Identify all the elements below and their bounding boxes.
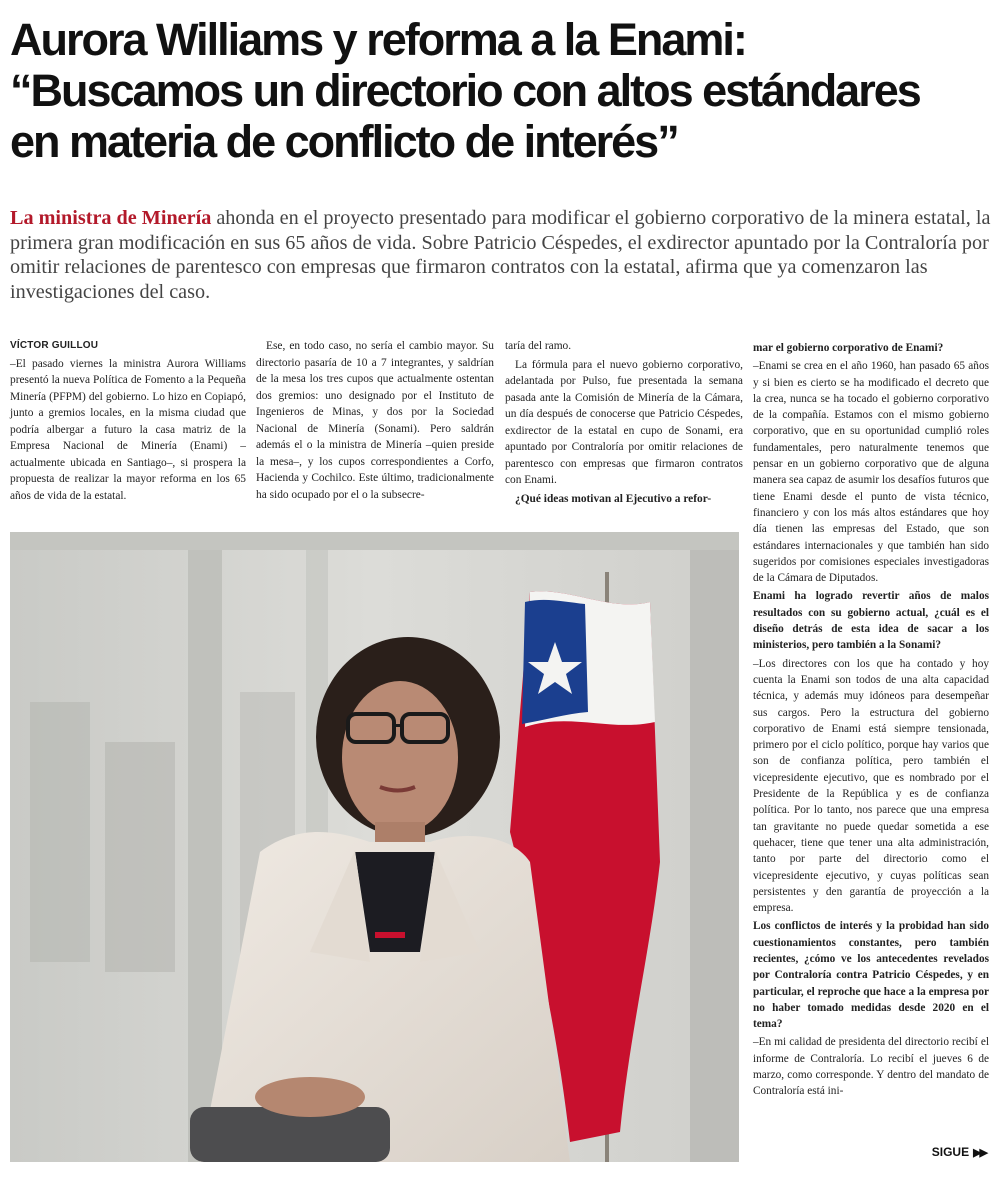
continue-text: SIGUE [931,1145,970,1159]
body-paragraph: Ese, en todo caso, no sería el cambio mayor. Su directorio pasaría de 10 a 7 integrantes, y saldrían de la mesa los tres cupos que actualmente ostentan dos gremios: uno designado por el Instituto de Ingenieros de Minas, y dos por la Sociedad Nacional de Minería (Sonami). Pero saldrán además el o la ministra de Minería –quien preside la mesa–, y los cupos correspondientes a Corfo, Hacienda y Cochilco. Este último, tradicionalmente ha sido ocupado por el o la subsecre- [256,340,494,501]
body-paragraph: La fórmula para el nuevo gobierno corporativo, adelantada por Pulso, fue presentada la semana pasada ante la Comisión de Minería de la Cámara, un día después de conocerse que Patricio Céspedes, exdirector de la estatal en cupo de Sonami, era apuntado por Contraloría por omitir relaciones de parentesco con empresas que firmaron contratos con Enami. [505,358,743,486]
byline: VÍCTOR GUILLOU [10,340,99,351]
article-column-4 [753,340,989,1102]
interview-answer: –Los directores con los que ha contado y hoy cuenta la Enami son todos de una alta capacidad técnica, y además muy idóneos para desempeñar sus cargos. Pero la estructura del gobierno corporativo de Enami está siempre tensionada, primero por el ciclo político, porque hay varios que son de confianza política, pero también el vicepresidente ejecutivo, que es nombrado por el Presidente de la República y es de confianza política. Por lo tanto, nos parece que una empresa tan gravitante no puede quedar sometida a ese quehacer, tiene que tener una alta administración, tanto por parte del directorio como el vicepresidente ejecutivo, y cuyas políticas sean persistentes y den garantía de proyección a la empresa. [753,657,989,915]
headline-line-3: en materia de conflicto de interés” [10,116,678,167]
interview-question: Los conflictos de interés y la probidad han sido cuestionamientos constantes, pero también recientes, ¿cómo ve los antecedentes revelados por Contraloría contra Patricio Céspedes, y en particular, el reproche que hace a la empresa por no haber tomado medidas desde 2020 en el tema? [753,920,989,1031]
article-column-1 [10,338,246,506]
continue-label [932,1145,986,1159]
double-arrow-right-icon: ▶▶ [973,1146,986,1159]
lead-text: ahonda en el proyecto presentado para modificar el gobierno corporativo de la minera estatal, la primera gran modificación en sus 65 años de vida. Sobre Patricio Céspedes, el exdirector apuntado por la Contraloría por omitir relaciones de parentesco con empresas que firmaron contratos con la estatal, afirma que ya comenzaron las investigaciones del caso. [10,207,991,303]
interview-answer: –Enami se crea en el año 1960, han pasado 65 años y si bien es cierto se ha modificado el decreto que la crea, nunca se ha tocado el gobierno corporativo de la compañía. Estamos con el mismo gobierno corporativo, que en su oportunidad cumplió roles fundamentales, pero naturalmente tenemos que pensar en un gobierno corporativo que de alguna manera sea capaz de asumir los desafíos futuros que tiene Enami desde el punto de vista técnico, financiero y con los más altos estándares que hoy día tienen las empresas del Estado, que son estándares internacionales y que también han sido sugeridos por comisiones especiales investigadoras de la Cámara de Diputados. [753,360,989,585]
article-column-2 [256,338,494,505]
interview-question: mar el gobierno corporativo de Enami? [753,342,944,354]
interview-answer: –En mi calidad de presidenta del directorio recibí el informe de Contraloría. Lo recibí el jueves 6 de marzo, como corresponde. Y dentro del mandato de Contraloría está ini- [753,1036,989,1098]
headline [10,14,995,167]
interview-question: Enami ha logrado revertir años de malos resultados con su gobierno actual, ¿cuál es el diseño detrás de esta idea de sacar a los ministerios, pero también a la Sonami? [753,590,989,652]
headline-line-1: Aurora Williams y reforma a la Enami: [10,14,746,65]
article-column-3 [505,338,743,509]
portrait-photo [10,532,739,1162]
interview-question: ¿Qué ideas motivan al Ejecutivo a refor- [515,492,712,505]
body-paragraph: –El pasado viernes la ministra Aurora Williams presentó la nueva Política de Fomento a la Pequeña Minería (PFPM) del gobierno. Lo hizo en Copiapó, junto a gremios locales, en la misma ciudad que podría albergar a futuro la casa matriz de la Empresa Nacional de Minería (Enami) –actualmente ubicada en Santiago–, si prospera la propuesta de realizar la mayor reforma en los 65 años de vida de la estatal. [10,357,246,502]
body-paragraph: taría del ramo. [505,340,572,352]
lead-kicker: La ministra de Minería [10,207,212,229]
lead-paragraph [10,206,995,304]
headline-line-2: “Buscamos un directorio con altos estándares [10,65,920,116]
